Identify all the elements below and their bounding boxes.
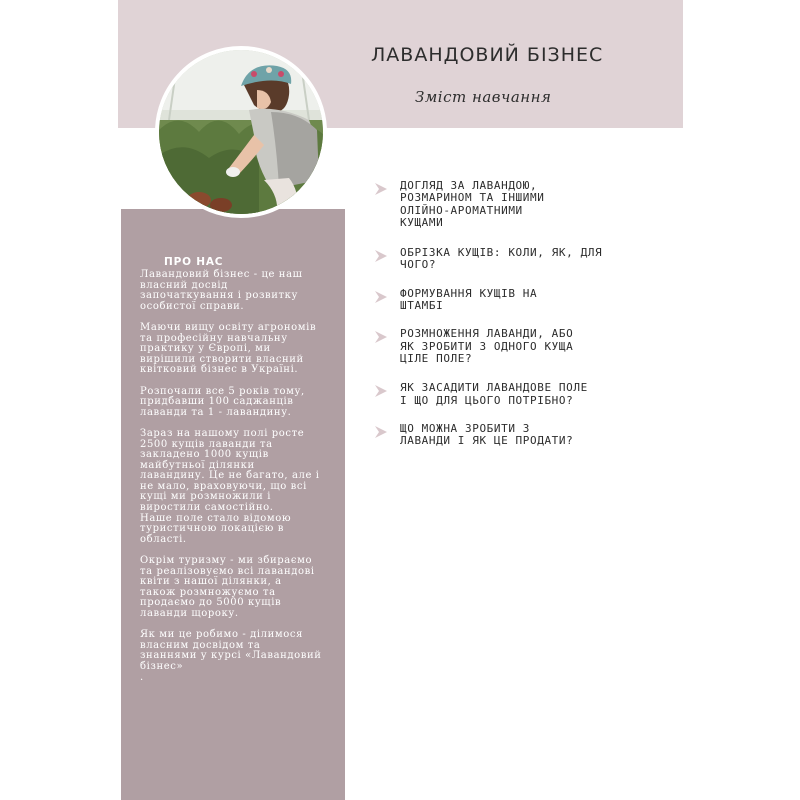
farmer-photo bbox=[155, 46, 327, 218]
contents-item bbox=[374, 423, 634, 448]
chevron-right-icon bbox=[374, 182, 390, 196]
chevron-right-icon bbox=[374, 330, 390, 344]
chevron-right-icon bbox=[374, 384, 390, 398]
about-paragraph: Маючи вищу освіту агрономів та професійну навчальну практику у Європі, ми вирішили створити власний квітковий бізнес в Україні. bbox=[140, 321, 317, 376]
about-paragraph: Як ми це робимо - ділимося власним досвідом та знаннями у курсі «Лавандовий бізнес» . bbox=[140, 629, 322, 683]
contents-item-label: ФОРМУВАННЯ КУЩІВ НА ШТАМБІ bbox=[400, 286, 538, 313]
contents-item-label: РОЗМНОЖЕННЯ ЛАВАНДИ, АБО ЯК ЗРОБИТИ З ОДНОГО КУЩА ЦІЛЕ ПОЛЕ? bbox=[400, 327, 574, 365]
about-sidebar bbox=[121, 209, 345, 800]
contents-item-label: ЩО МОЖНА ЗРОБИТИ З ЛАВАНДИ І ЯК ЦЕ ПРОДАТИ? bbox=[400, 421, 574, 448]
chevron-right-icon bbox=[374, 290, 390, 304]
contents-item-label: ЯК ЗАСАДИТИ ЛАВАНДОВЕ ПОЛЕ І ЩО ДЛЯ ЦЬОГО ПОТРІБНО? bbox=[400, 381, 588, 407]
farmer-photo-illustration bbox=[159, 50, 323, 214]
contents-item bbox=[374, 247, 634, 272]
contents-item bbox=[374, 288, 634, 313]
course-contents-list bbox=[374, 180, 634, 447]
about-body bbox=[140, 270, 336, 694]
contents-item bbox=[374, 328, 634, 365]
about-heading: ПРО НАС bbox=[164, 256, 224, 268]
chevron-right-icon bbox=[374, 425, 390, 439]
page-subtitle: Зміст навчання bbox=[415, 88, 552, 106]
page-title: ЛАВАНДОВИЙ БІЗНЕС bbox=[371, 44, 604, 66]
contents-item bbox=[374, 382, 634, 407]
chevron-right-icon bbox=[374, 249, 390, 263]
course-page bbox=[118, 0, 683, 800]
about-paragraph: Лавандовий бізнес - це наш власний досвід започаткування і розвитку особистої справи. bbox=[140, 269, 303, 312]
contents-item bbox=[374, 180, 634, 229]
about-paragraph: Окрім туризму - ми збираємо та реалізовуємо всі лавандові квіти з нашої ділянки, а також розмножуємо та продаємо до 5000 кущів лаванди щороку. bbox=[140, 555, 315, 619]
about-paragraph: Розпочали все 5 років тому, придбавши 100 саджанців лаванди та 1 - лавандину. bbox=[140, 385, 305, 418]
contents-item-label: ОБРІЗКА КУЩІВ: КОЛИ, ЯК, ДЛЯ ЧОГО? bbox=[400, 246, 603, 272]
contents-item-label: ДОГЛЯД ЗА ЛАВАНДОЮ, РОЗМАРИНОМ ТА ІНШИМИ ОЛІЙНО-АРОМАТНИМИ КУЩАМИ bbox=[400, 179, 545, 229]
about-paragraph: Зараз на нашому полі росте 2500 кущів лаванди та закладено 1000 кущів майбутньої ділянки лавандину. Це не багато, але і не мало, враховуючи, що всі кущі ми розмножили і виростили самостійно. Наше поле стало відомою туристичною локацією в області. bbox=[140, 427, 320, 545]
